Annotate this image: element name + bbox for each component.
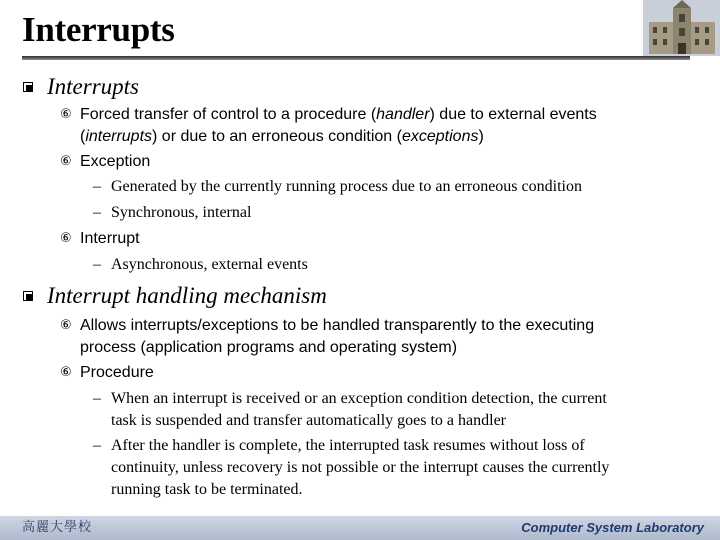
dash-bullet: –	[93, 437, 101, 454]
item-bullet-icon: ⑥	[60, 107, 72, 122]
subitem-text: running task to be terminated.	[111, 481, 303, 498]
subitem-text: Synchronous, internal	[111, 204, 252, 221]
university-name: 高麗大學校	[22, 520, 93, 535]
subitem-text: When an interrupt is received or an exception condition detection, the current	[111, 390, 607, 407]
slide-title: Interrupts	[22, 10, 175, 49]
emphasis-handler: handler	[376, 106, 430, 123]
subitem-text: task is suspended and transfer automatically goes to a handler	[111, 412, 506, 429]
subitem-text: continuity, unless recovery is not possible or the interrupt causes the currently	[111, 459, 610, 476]
title-underline	[22, 56, 690, 60]
subitem-text: Generated by the currently running process due to an erroneous condition	[111, 178, 582, 195]
footer-bar	[0, 516, 720, 540]
item-text-line: process (application programs and operating system)	[80, 339, 458, 356]
emphasis-exceptions: exceptions	[401, 128, 479, 145]
item-label-procedure: Procedure	[80, 364, 154, 381]
subitem-text: Asynchronous, external events	[111, 256, 308, 273]
item-text-line: Forced transfer of control to a procedure (handler) due to external events	[80, 106, 597, 123]
item-bullet-icon: ⑥	[60, 154, 72, 169]
emphasis-interrupts: interrupts	[85, 128, 153, 145]
dash-bullet: –	[93, 178, 101, 195]
dash-bullet: –	[93, 256, 101, 273]
university-building-logo	[643, 0, 720, 56]
section-heading-interrupts: Interrupts	[47, 74, 139, 99]
item-text-line: Allows interrupts/exceptions to be handled transparently to the executing	[80, 317, 595, 334]
dash-bullet: –	[93, 390, 101, 407]
item-text-line: (interrupts) or due to an erroneous condition (exceptions)	[80, 128, 484, 145]
lab-name: Computer System Laboratory	[521, 520, 704, 535]
item-bullet-icon: ⑥	[60, 365, 72, 380]
item-label-exception: Exception	[80, 153, 151, 170]
subitem-text: After the handler is complete, the interrupted task resumes without loss of	[111, 437, 585, 454]
item-bullet-icon: ⑥	[60, 231, 72, 246]
item-label-interrupt: Interrupt	[80, 230, 140, 247]
dash-bullet: –	[93, 204, 101, 221]
item-bullet-icon: ⑥	[60, 318, 72, 333]
section-bullet-icon	[23, 291, 33, 301]
section-heading-interrupt-handling: Interrupt handling mechanism	[47, 283, 327, 308]
section-bullet-icon	[23, 82, 33, 92]
